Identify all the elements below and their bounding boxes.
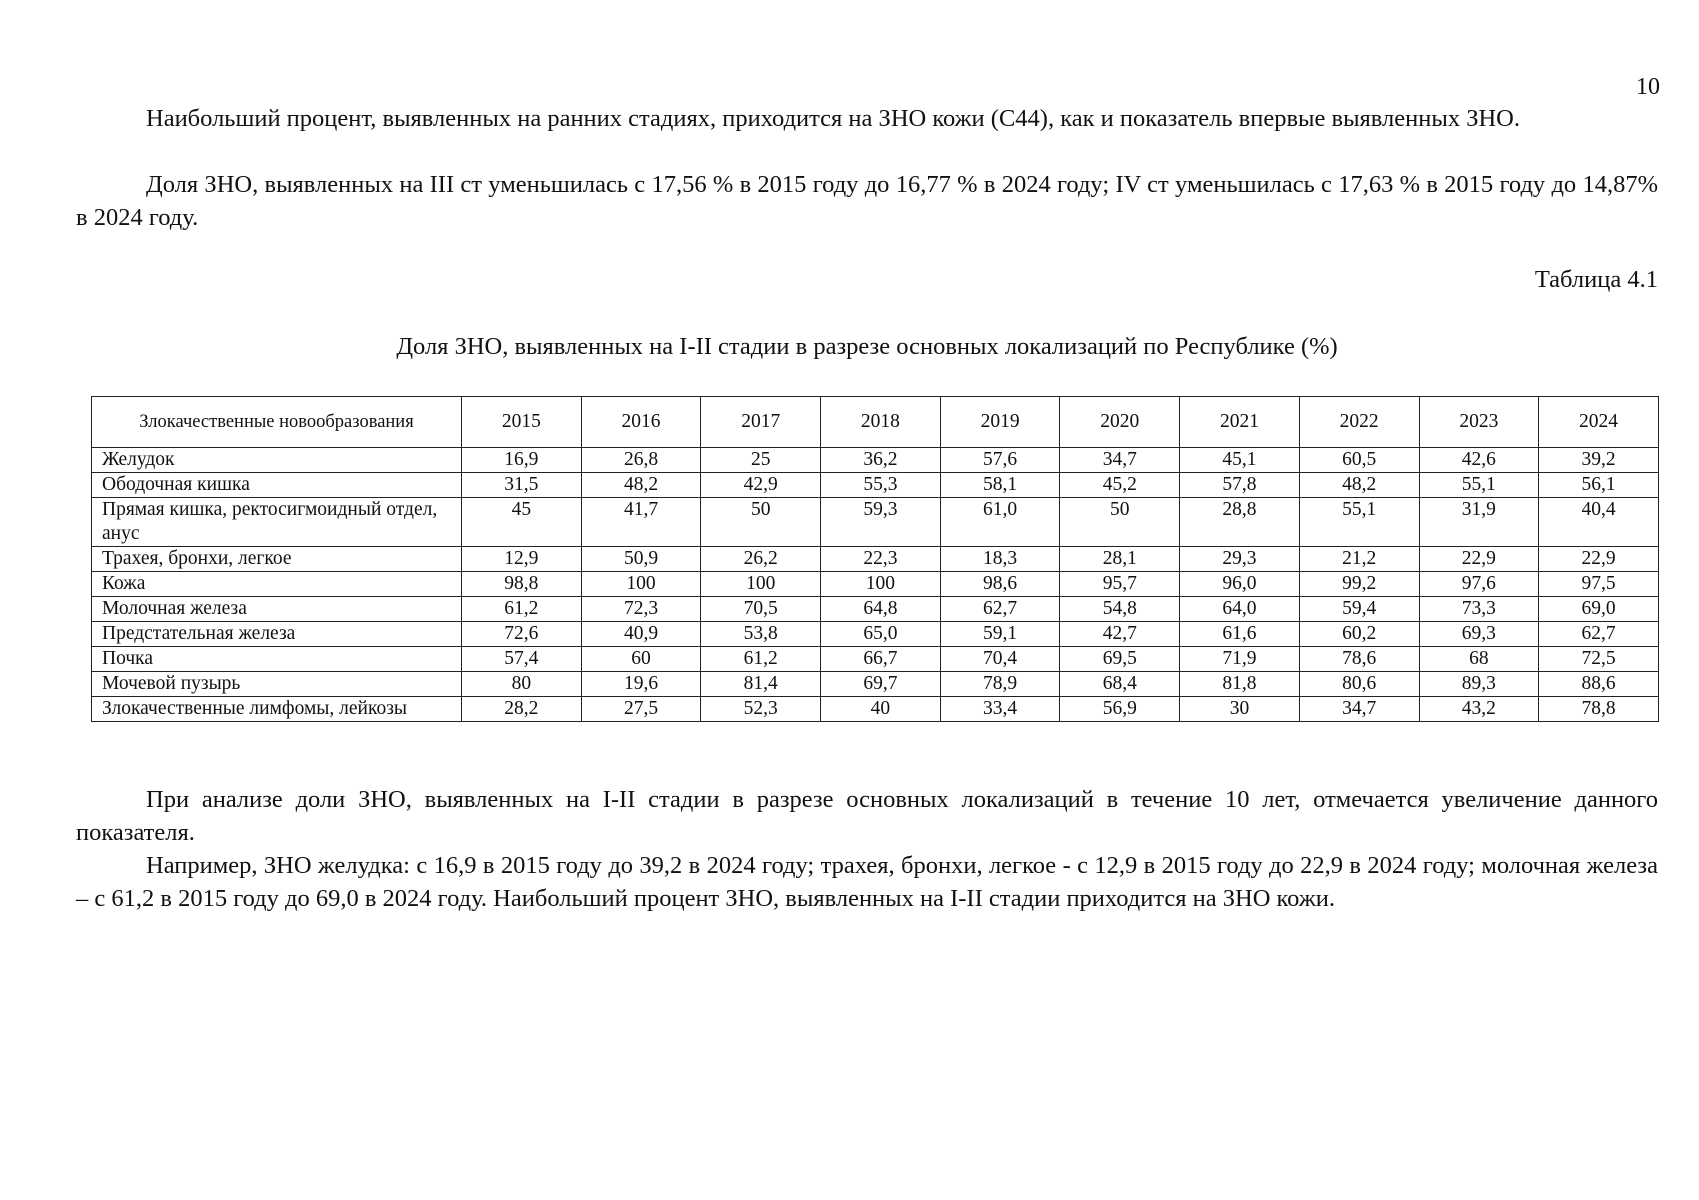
value-cell: 68,4 [1060, 672, 1180, 697]
value-cell: 100 [821, 572, 941, 597]
header-cell-year: 2019 [940, 397, 1060, 448]
value-cell: 39,2 [1539, 448, 1659, 473]
header-cell-year: 2016 [581, 397, 701, 448]
header-cell-year: 2017 [701, 397, 821, 448]
value-cell: 78,6 [1299, 647, 1419, 672]
header-cell-year: 2023 [1419, 397, 1539, 448]
value-cell: 34,7 [1299, 697, 1419, 722]
value-cell: 69,0 [1539, 597, 1659, 622]
value-cell: 100 [701, 572, 821, 597]
value-cell: 55,1 [1419, 473, 1539, 498]
row-label-cell: Трахея, бронхи, легкое [92, 547, 462, 572]
row-label-cell: Желудок [92, 448, 462, 473]
value-cell: 34,7 [1060, 448, 1180, 473]
value-cell: 48,2 [1299, 473, 1419, 498]
value-cell: 28,8 [1180, 498, 1300, 547]
value-cell: 26,8 [581, 448, 701, 473]
value-cell: 31,9 [1419, 498, 1539, 547]
value-cell: 27,5 [581, 697, 701, 722]
paragraph-stage-decrease: Доля ЗНО, выявленных на III ст уменьшилась с 17,56 % в 2015 году до 16,77 % в 2024 году; IV ст уменьшилась с 17,63 % в 2015 году до 14,87% в 2024 году. [76, 171, 1658, 231]
value-cell: 33,4 [940, 697, 1060, 722]
value-cell: 98,8 [462, 572, 582, 597]
row-label-cell: Почка [92, 647, 462, 672]
value-cell: 98,6 [940, 572, 1060, 597]
value-cell: 80 [462, 672, 582, 697]
row-label-cell: Предстательная железа [92, 622, 462, 647]
value-cell: 97,6 [1419, 572, 1539, 597]
value-cell: 55,1 [1299, 498, 1419, 547]
value-cell: 65,0 [821, 622, 941, 647]
value-cell: 100 [581, 572, 701, 597]
value-cell: 60,5 [1299, 448, 1419, 473]
value-cell: 40 [821, 697, 941, 722]
table-number: Таблица 4.1 [1534, 266, 1658, 293]
value-cell: 26,2 [701, 547, 821, 572]
value-cell: 50 [1060, 498, 1180, 547]
value-cell: 45,2 [1060, 473, 1180, 498]
value-cell: 57,8 [1180, 473, 1300, 498]
value-cell: 57,6 [940, 448, 1060, 473]
value-cell: 69,5 [1060, 647, 1180, 672]
value-cell: 72,5 [1539, 647, 1659, 672]
value-cell: 12,9 [462, 547, 582, 572]
value-cell: 40,9 [581, 622, 701, 647]
value-cell: 56,9 [1060, 697, 1180, 722]
value-cell: 45,1 [1180, 448, 1300, 473]
value-cell: 69,7 [821, 672, 941, 697]
value-cell: 62,7 [1539, 622, 1659, 647]
table-row [92, 448, 1659, 473]
row-label-cell: Мочевой пузырь [92, 672, 462, 697]
value-cell: 61,0 [940, 498, 1060, 547]
value-cell: 61,2 [462, 597, 582, 622]
header-cell-year: 2015 [462, 397, 582, 448]
table-row [92, 597, 1659, 622]
value-cell: 28,1 [1060, 547, 1180, 572]
value-cell: 72,6 [462, 622, 582, 647]
value-cell: 70,4 [940, 647, 1060, 672]
row-label-cell: Ободочная кишка [92, 473, 462, 498]
value-cell: 28,2 [462, 697, 582, 722]
value-cell: 78,9 [940, 672, 1060, 697]
value-cell: 22,3 [821, 547, 941, 572]
value-cell: 56,1 [1539, 473, 1659, 498]
paragraph-early-stage: Наибольший процент, выявленных на ранних стадиях, приходится на ЗНО кожи (С44), как и показатель впервые выявленных ЗНО. [146, 105, 1520, 132]
value-cell: 21,2 [1299, 547, 1419, 572]
value-cell: 31,5 [462, 473, 582, 498]
value-cell: 73,3 [1419, 597, 1539, 622]
value-cell: 88,6 [1539, 672, 1659, 697]
table-row [92, 547, 1659, 572]
value-cell: 99,2 [1299, 572, 1419, 597]
value-cell: 43,2 [1419, 697, 1539, 722]
row-label-cell: Прямая кишка, ректосигмоидный отдел, анус [92, 498, 462, 547]
header-cell-year: 2018 [821, 397, 941, 448]
value-cell: 71,9 [1180, 647, 1300, 672]
value-cell: 57,4 [462, 647, 582, 672]
table-row [92, 697, 1659, 722]
value-cell: 64,8 [821, 597, 941, 622]
table-row [92, 647, 1659, 672]
value-cell: 48,2 [581, 473, 701, 498]
value-cell: 70,5 [701, 597, 821, 622]
paragraph-examples: Например, ЗНО желудка: с 16,9 в 2015 году до 39,2 в 2024 году; трахея, бронхи, легкое - с 12,9 в 2015 году до 22,9 в 2024 году; молочная железа – с 61,2 в 2015 году до 69,0 в 2024 году. Наибольший процент ЗНО, выявленных на I-II стадии приходится на ЗНО кожи. [76, 852, 1658, 912]
table-header-row [92, 397, 1659, 448]
table-body [92, 448, 1659, 722]
value-cell: 60,2 [1299, 622, 1419, 647]
table-row [92, 498, 1659, 547]
value-cell: 18,3 [940, 547, 1060, 572]
value-cell: 36,2 [821, 448, 941, 473]
value-cell: 61,6 [1180, 622, 1300, 647]
value-cell: 89,3 [1419, 672, 1539, 697]
value-cell: 42,7 [1060, 622, 1180, 647]
value-cell: 61,2 [701, 647, 821, 672]
value-cell: 66,7 [821, 647, 941, 672]
value-cell: 81,8 [1180, 672, 1300, 697]
row-label-cell: Злокачественные лимфомы, лейкозы [92, 697, 462, 722]
value-cell: 78,8 [1539, 697, 1659, 722]
value-cell: 68 [1419, 647, 1539, 672]
value-cell: 29,3 [1180, 547, 1300, 572]
table-caption: Доля ЗНО, выявленных на I-II стадии в разрезе основных локализаций по Республике (%) [396, 333, 1338, 360]
header-cell-year: 2021 [1180, 397, 1300, 448]
value-cell: 64,0 [1180, 597, 1300, 622]
value-cell: 59,1 [940, 622, 1060, 647]
value-cell: 19,6 [581, 672, 701, 697]
value-cell: 52,3 [701, 697, 821, 722]
value-cell: 96,0 [1180, 572, 1300, 597]
value-cell: 50 [701, 498, 821, 547]
value-cell: 62,7 [940, 597, 1060, 622]
value-cell: 16,9 [462, 448, 582, 473]
header-cell-year: 2022 [1299, 397, 1419, 448]
value-cell: 54,8 [1060, 597, 1180, 622]
value-cell: 25 [701, 448, 821, 473]
value-cell: 45 [462, 498, 582, 547]
value-cell: 42,6 [1419, 448, 1539, 473]
value-cell: 59,3 [821, 498, 941, 547]
value-cell: 97,5 [1539, 572, 1659, 597]
value-cell: 95,7 [1060, 572, 1180, 597]
table-row [92, 572, 1659, 597]
header-cell-year: 2020 [1060, 397, 1180, 448]
stage-share-table [91, 396, 1659, 722]
value-cell: 30 [1180, 697, 1300, 722]
value-cell: 41,7 [581, 498, 701, 547]
table-row [92, 473, 1659, 498]
table-row [92, 622, 1659, 647]
value-cell: 22,9 [1419, 547, 1539, 572]
value-cell: 59,4 [1299, 597, 1419, 622]
value-cell: 42,9 [701, 473, 821, 498]
row-label-cell: Кожа [92, 572, 462, 597]
value-cell: 80,6 [1299, 672, 1419, 697]
value-cell: 55,3 [821, 473, 941, 498]
header-cell-year: 2024 [1539, 397, 1659, 448]
table-row [92, 672, 1659, 697]
value-cell: 69,3 [1419, 622, 1539, 647]
row-label-cell: Молочная железа [92, 597, 462, 622]
header-cell-neoplasms: Злокачественные новообразования [92, 397, 462, 448]
value-cell: 40,4 [1539, 498, 1659, 547]
value-cell: 53,8 [701, 622, 821, 647]
value-cell: 22,9 [1539, 547, 1659, 572]
value-cell: 60 [581, 647, 701, 672]
value-cell: 81,4 [701, 672, 821, 697]
paragraph-analysis: При анализе доли ЗНО, выявленных на I-II стадии в разрезе основных локализаций в течение 10 лет, отмечается увеличение данного показателя. [76, 786, 1658, 846]
value-cell: 72,3 [581, 597, 701, 622]
page-number: 10 [1636, 74, 1660, 100]
value-cell: 58,1 [940, 473, 1060, 498]
value-cell: 50,9 [581, 547, 701, 572]
